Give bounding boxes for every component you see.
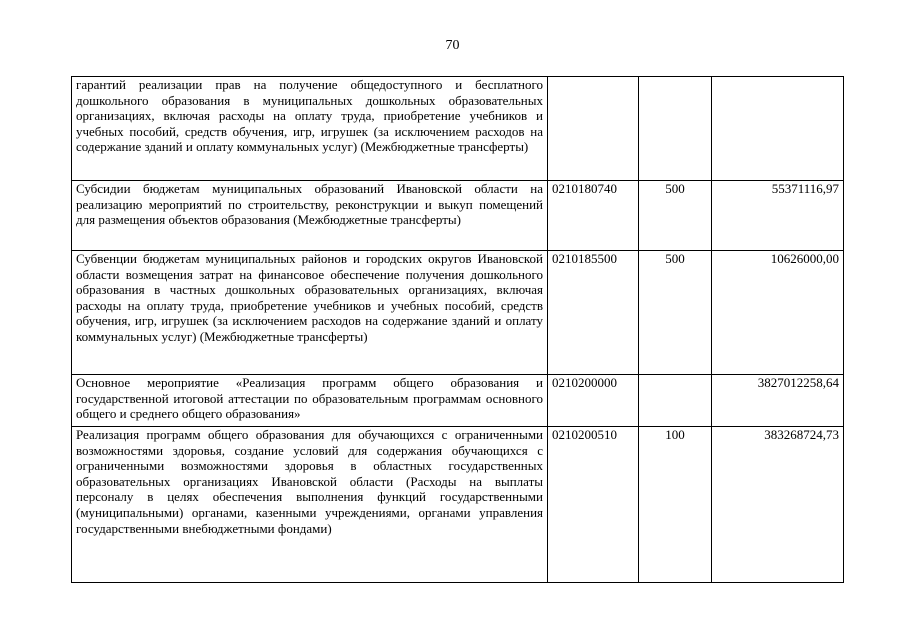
table-row [72,251,844,375]
row-target-code: 0210200000 [548,375,639,427]
row-expense-type [639,375,712,427]
row-target-code: 0210185500 [548,251,639,375]
table-row [72,427,844,583]
row-description: Основное мероприятие «Реализация программ общего образования и государственной итоговой аттестации по образовательным программам основного общего и среднего общего образования» [72,375,548,427]
row-description: Субвенции бюджетам муниципальных районов и городских округов Ивановской области возмещения затрат на финансовое обеспечение получения дошкольного образования в частных дошкольных образовательных организациях, включая расходы на оплату труда, приобретение учебников и учебных пособий, средств обучения, игр, игрушек (за исключением расходов на содержание зданий и оплату коммунальных услуг) (Межбюджетные трансферты) [72,251,548,375]
row-target-code: 0210180740 [548,181,639,251]
table-row [72,375,844,427]
table-row [72,181,844,251]
row-amount: 3827012258,64 [712,375,844,427]
row-target-code: 0210200510 [548,427,639,583]
row-expense-type: 500 [639,251,712,375]
row-description: гарантий реализации прав на получение общедоступного и бесплатного дошкольного образования в муниципальных дошкольных образовательных организациях, включая расходы на оплату труда, приобретение учебников и учебных пособий, средств обучения, игр, игрушек (за исключением расходов на содержание зданий и оплату коммунальных услуг) (Межбюджетные трансферты) [72,77,548,181]
row-description: Субсидии бюджетам муниципальных образований Ивановской области на реализацию мероприятий по строительству, реконструкции и выкуп помещений для размещения объектов образования (Межбюджетные трансферты) [72,181,548,251]
budget-table [71,76,844,583]
row-expense-type: 100 [639,427,712,583]
row-amount: 55371116,97 [712,181,844,251]
row-amount [712,77,844,181]
row-description: Реализация программ общего образования для обучающихся с ограниченными возможностями здоровья, создание условий для содержания обучающихся с ограниченными возможностями здоровья в областных государственных образовательных организациях Ивановской области (Расходы на выплаты персоналу в целях обеспечения выполнения функций государственными (муниципальными) органами, казенными учреждениями, органами управления государственными внебюджетными фондами) [72,427,548,583]
row-expense-type [639,77,712,181]
page-number: 70 [445,38,460,53]
row-target-code [548,77,639,181]
row-amount: 10626000,00 [712,251,844,375]
row-amount: 383268724,73 [712,427,844,583]
table-row [72,77,844,181]
row-expense-type: 500 [639,181,712,251]
